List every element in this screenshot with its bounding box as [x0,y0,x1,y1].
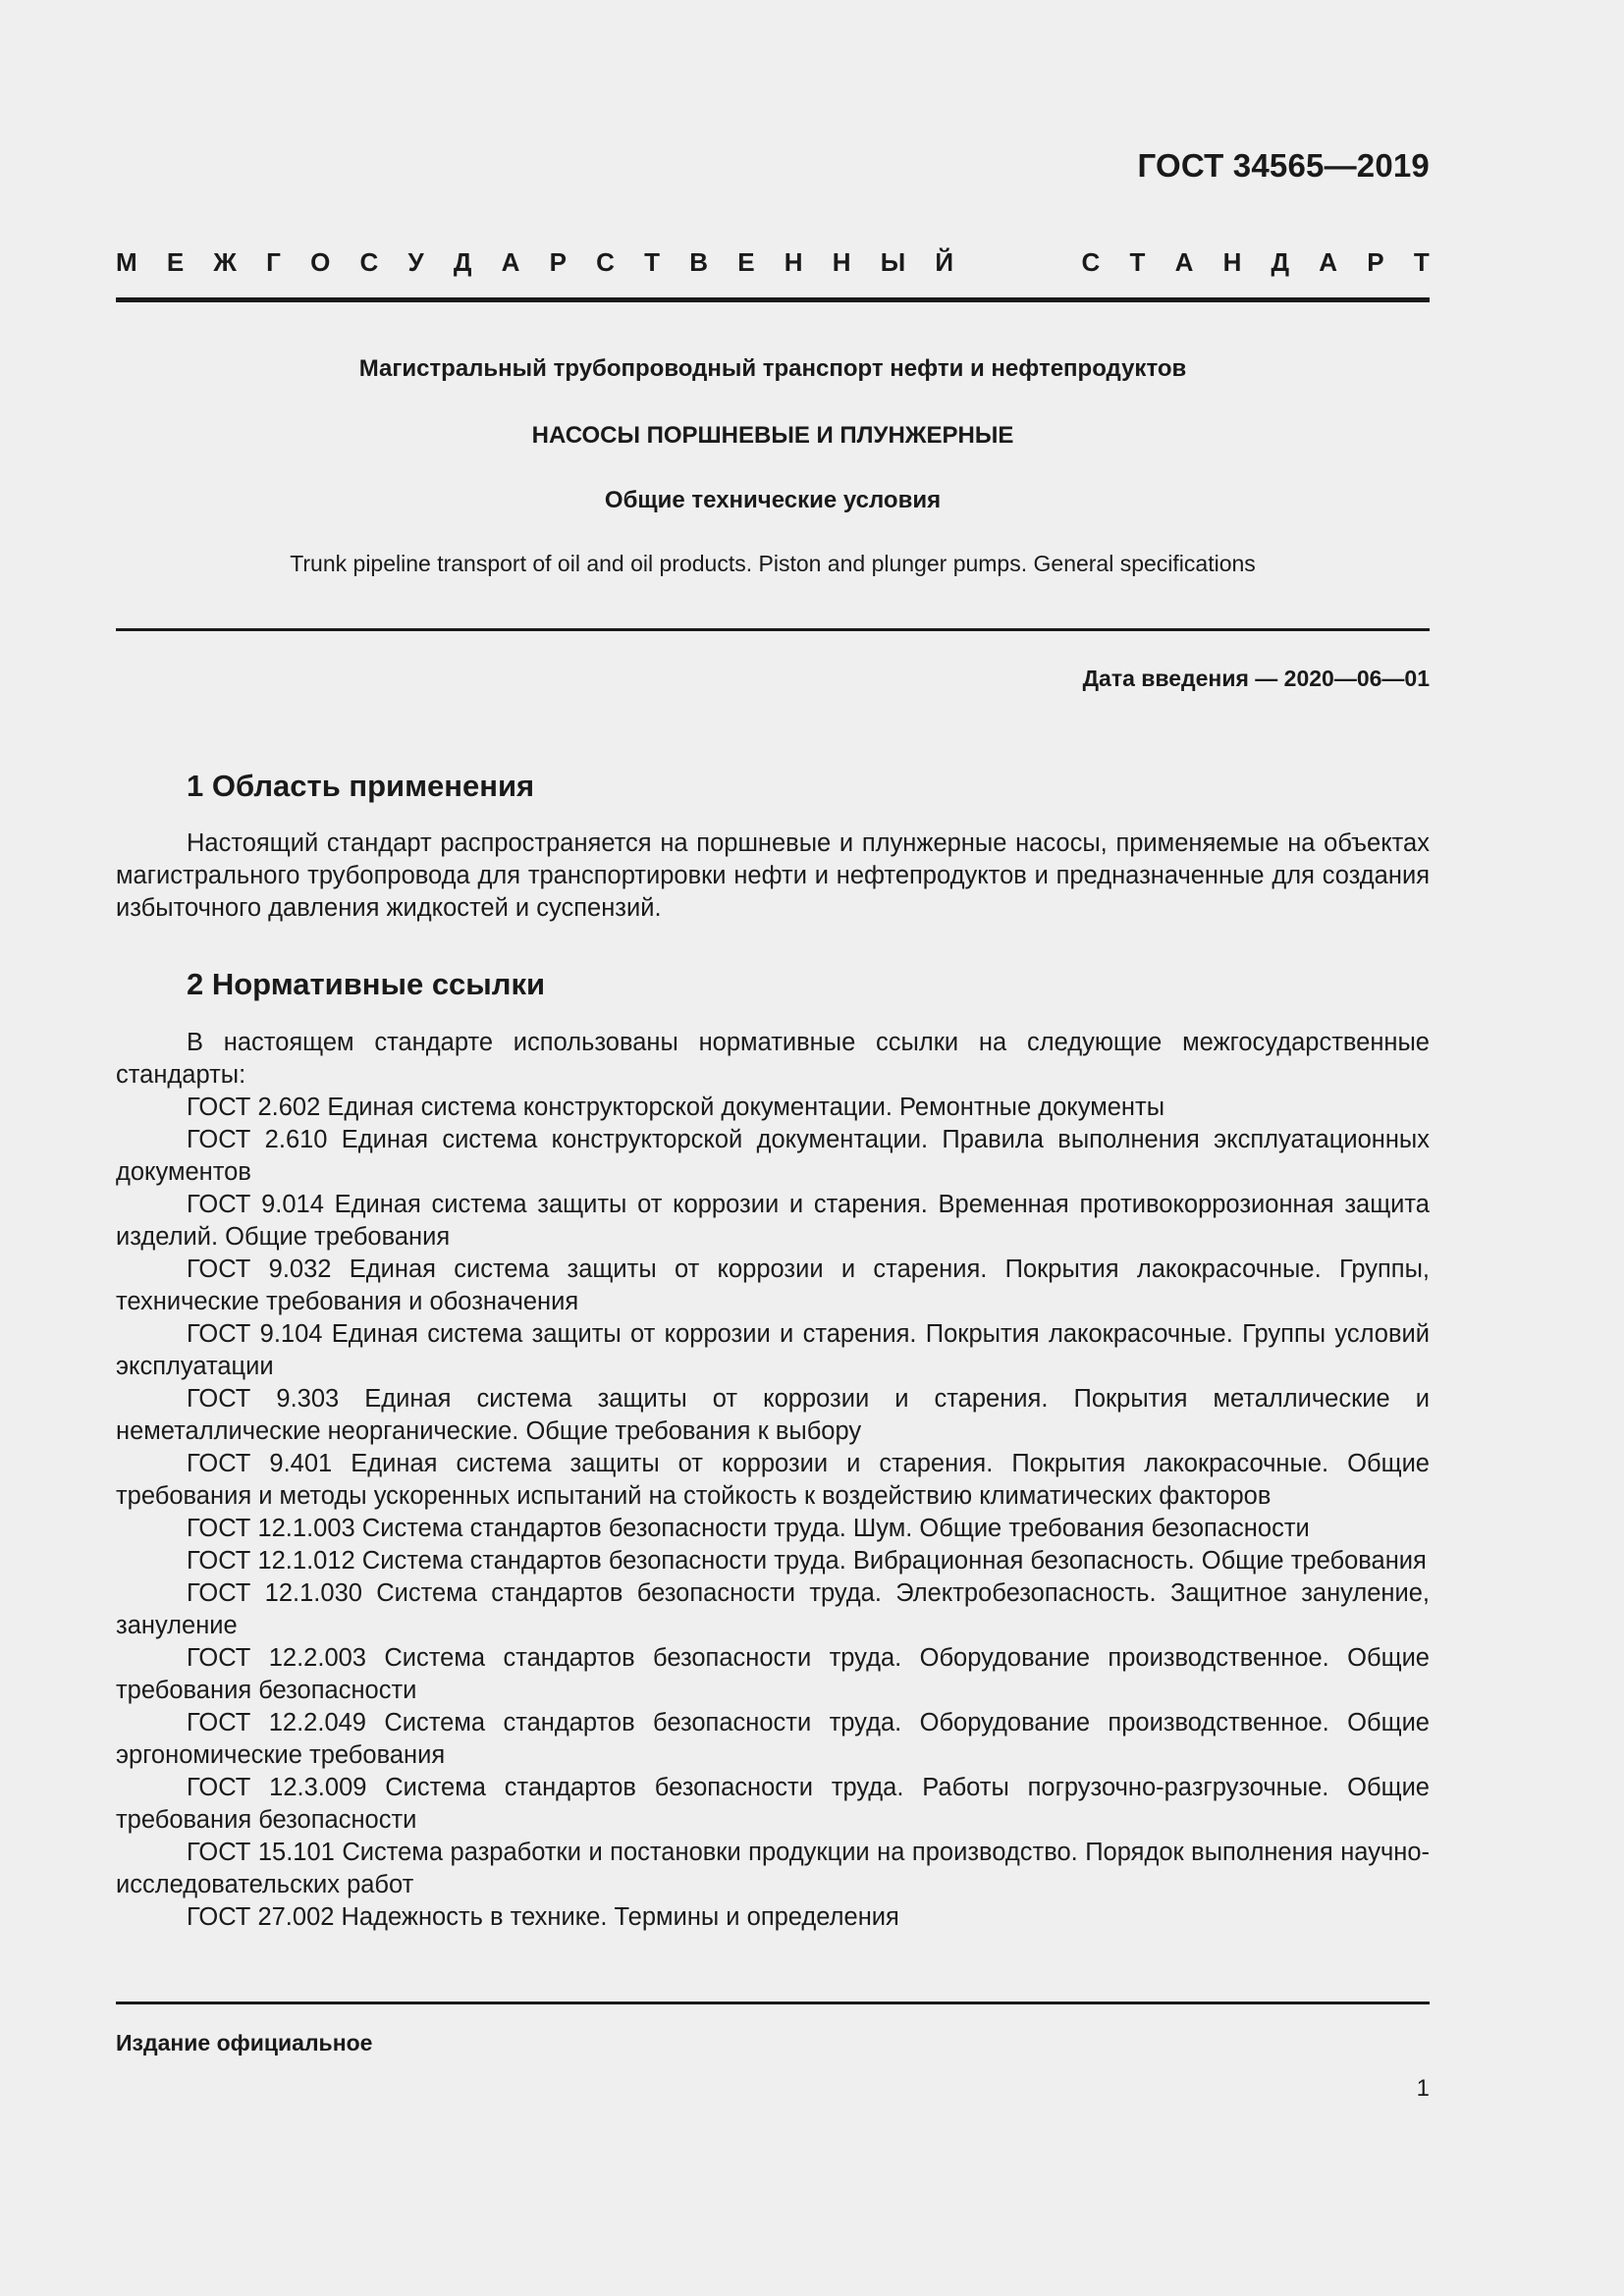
banner-letter: О [310,247,331,277]
banner-letter: Р [1367,247,1384,277]
reference-item: ГОСТ 12.1.003 Система стандартов безопасности труда. Шум. Общие требования безопасности [187,1515,1310,1542]
banner-letter: Н [784,247,803,277]
banner-letter: С [1081,247,1101,277]
banner-letter: А [1319,247,1338,277]
banner-letter: А [501,247,520,277]
banner-letter: Ж [213,247,237,277]
english-title: Trunk pipeline transport of oil and oil products. Piston and plunger pumps. General specifications [290,551,1256,576]
section-2-heading: 2 Нормативные ссылки [187,967,546,1001]
gost-number: ГОСТ 34565—2019 [1137,147,1430,184]
reference-item: ГОСТ 9.401 Единая система защиты от коррозии и старения. Покрытия лакокрасочные. Общие требования и методы ускоренных испытаний на стойкость к воздействию климатических факторов [116,1450,1430,1510]
banner-letter: Р [549,247,567,277]
section-1-body [116,828,1430,925]
banner-letter: Т [1413,247,1430,277]
section-1-heading: 1 Область применения [187,769,535,803]
banner-letter: М [116,247,137,277]
reference-item: ГОСТ 9.303 Единая система защиты от коррозии и старения. Покрытия металлические и неметаллические неорганические. Общие требования к выбору [116,1385,1430,1445]
title-line-1: Магистральный трубопроводный транспорт нефти и нефтепродуктов [358,355,1187,382]
header-divider [116,297,1430,302]
banner-letter: В [689,247,709,277]
page-number: 1 [1416,2075,1430,2102]
section-2-intro: В настоящем стандарте использованы нормативные ссылки на следующие межгосударственные стандарты: [116,1029,1430,1089]
banner-letter: Н [1222,247,1242,277]
reference-item: ГОСТ 12.2.003 Система стандартов безопасности труда. Оборудование производственное. Общие требования безопасности [116,1644,1430,1704]
reference-item: ГОСТ 12.2.049 Система стандартов безопасности труда. Оборудование производственное. Общие эргономические требования [116,1709,1430,1769]
banner-letter: Й [935,247,954,277]
banner-letter: Г [266,247,281,277]
title-line-2: НАСОСЫ ПОРШНЕВЫЕ И ПЛУНЖЕРНЫЕ [531,422,1014,449]
section-1-paragraph: Настоящий стандарт распространяется на поршневые и плунжерные насосы, применяемые на объектах магистрального трубопровода для транспортировки нефти и нефтепродуктов и предназначенные для создания избыточного давления жидкостей и суспензий. [116,829,1430,922]
banner-letter: Д [453,247,472,277]
title-line-3: Общие технические условия [604,487,942,513]
banner-letter: С [596,247,615,277]
reference-item: ГОСТ 2.610 Единая система конструкторской документации. Правила выполнения эксплуатационных документов [116,1126,1430,1186]
banner-letter: У [407,247,424,277]
banner-letter: Е [737,247,755,277]
title-divider [116,628,1430,631]
document-page [116,0,1430,2296]
banner-letter: Т [1129,247,1146,277]
reference-item: ГОСТ 9.014 Единая система защиты от коррозии и старения. Временная противокоррозионная защита изделий. Общие требования [116,1191,1430,1251]
interstate-standard-banner [116,247,1430,278]
reference-item: ГОСТ 12.1.012 Система стандартов безопасности труда. Вибрационная безопасность. Общие требования [187,1547,1427,1575]
reference-item: ГОСТ 12.3.009 Система стандартов безопасности труда. Работы погрузочно-разгрузочные. Общие требования безопасности [116,1774,1430,1834]
banner-word-gap [983,247,1052,278]
reference-item: ГОСТ 12.1.030 Система стандартов безопасности труда. Электробезопасность. Защитное зануление, зануление [116,1579,1430,1639]
reference-item: ГОСТ 27.002 Надежность в технике. Термины и определения [187,1903,899,1931]
banner-letter: Ы [880,247,906,277]
reference-item: ГОСТ 9.032 Единая система защиты от коррозии и старения. Покрытия лакокрасочные. Группы, технические требования и обозначения [116,1255,1430,1315]
banner-letter: С [359,247,379,277]
banner-letter: Д [1271,247,1290,277]
reference-item: ГОСТ 9.104 Единая система защиты от коррозии и старения. Покрытия лакокрасочные. Группы условий эксплуатации [116,1320,1430,1380]
section-2-body [116,1027,1430,1934]
banner-letter: Е [166,247,185,277]
official-edition-label: Издание официальное [116,2030,373,2056]
banner-letter: Т [644,247,661,277]
reference-item: ГОСТ 15.101 Система разработки и постановки продукции на производство. Порядок выполнения научно-исследовательских работ [116,1839,1430,1898]
footer-divider [116,2002,1430,2004]
reference-item: ГОСТ 2.602 Единая система конструкторской документации. Ремонтные документы [187,1094,1165,1121]
date-of-introduction: Дата введения — 2020—06—01 [1082,666,1430,691]
banner-letter: А [1174,247,1194,277]
banner-letter: Н [832,247,851,277]
